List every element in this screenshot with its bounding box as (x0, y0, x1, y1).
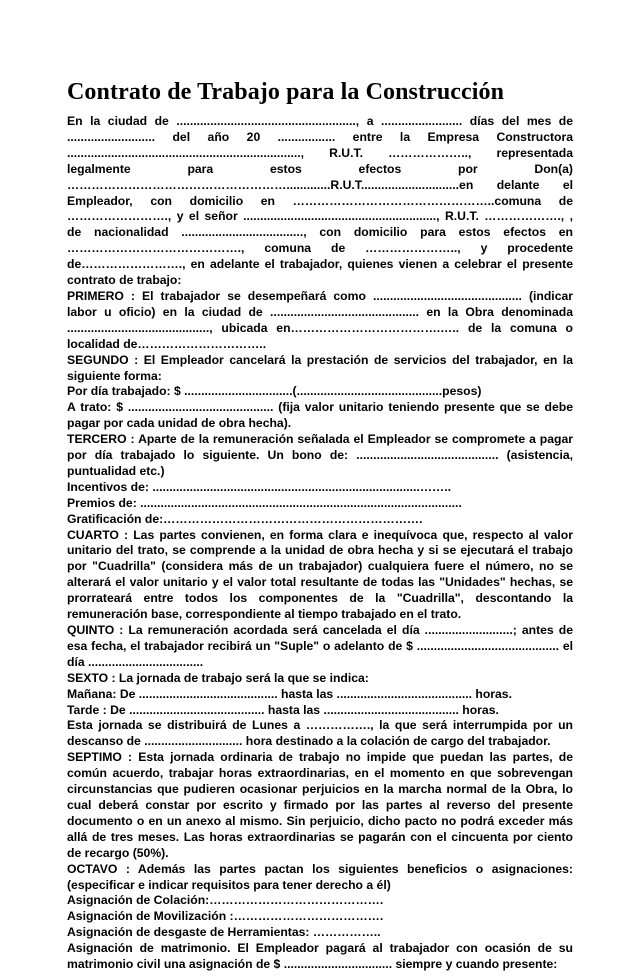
intro-paragraph: En la ciudad de ....................................................., a ........................ días del mes de .......................... del año 20 ................. entre la Empresa Constructora ....................................................................., R.U.T. ……………….., representada legalmente para estos efectos por Don(a) ……………………………………………….............R.U.T.............................en delante el Empleador, con domicilio en …………………………………………..comuna de ……………………., y el señor ........................................................., R.U.T. ………………., , de nacionalidad ...................................., con domicilio para estos efectos en ……………………………………., comuna de ………………….., y procedente de……………………., en adelante el trabajador, quienes vienen a celebrar el presente contrato de trabajo: (67, 114, 573, 288)
prizes-line: Premios de: ............................................................................................... (67, 495, 462, 510)
document-page (67, 78, 573, 973)
clause-quinto: QUINTO : La remuneración acordada será cancelada el día ..........................; antes de esa fecha, el trabajador recibirá un "Suple" o adelanto de $ .......................................... el día .................................. (67, 623, 573, 669)
clause-sexto: SEXTO : La jornada de trabajo será la que se indica: (67, 670, 369, 685)
clause-cuarto: CUARTO : Las partes convienen, en forma clara e inequívoca que, respecto al valor unitario del trato, se comprende a la unidad de obra hecha y si se ejecutará el trabajo por "Cuadrilla" (considera más de un trabajador) cualquiera fuere el número, no se alterará el valor unitario y el valor total resultante de todas las "Unidades" hechas, se prorrateará entre todos los componentes de la "Cuadrilla", descontando la remuneración base, correspondiente al tiempo trabajado en el trato. (67, 527, 573, 622)
morning-hours-line: Mañana: De ......................................... hasta las ........................................ horas. (67, 686, 512, 701)
clause-septimo: SEPTIMO : Esta jornada ordinaria de trabajo no impide que puedan las partes, de común acuerdo, trabajar horas extraordinarias, en el momento en que sobrevengan circunstancias que pudieren ocasionar perjuicios en la marcha normal de la Obra, lo cual deberá constar por escrito y firmado por las partes al reverso del presente documento o en un anexo al mismo. Sin perjuicio, dicho pacto no podrá exceder más allá de tres meses. Las horas extraordinarias se pagarán con el cincuenta por ciento de recargo (50%). (67, 750, 573, 860)
clause-octavo: OCTAVO : Además las partes pactan los siguientes beneficios o asignaciones: (especificar e indicar requisitos para tener derecho a él) (67, 861, 573, 892)
workweek-paragraph: Esta jornada se distribuirá de Lunes a ……………., la que será interrumpida por un descanso de ............................. hora destinado a la colación de cargo del trabajador. (67, 718, 573, 749)
clause-segundo: SEGUNDO : El Empleador cancelará la prestación de servicios del trabajador, en la siguiente forma: (67, 352, 573, 383)
tool-wear-allowance-line: Asignación de desgaste de Herramientas: …………….. (67, 925, 381, 940)
document-title: Contrato de Trabajo para la Construcción (67, 79, 505, 105)
transport-allowance-line: Asignación de Movilización :………………………………. (67, 909, 384, 924)
pay-per-task-line: A trato: $ ........................................... (fija valor unitario teniendo presente que se debe pagar por cada unidad de obra hecha). (67, 400, 573, 431)
incentives-line: Incentivos de: ...............................................................................…….. (67, 479, 451, 494)
meal-allowance-line: Asignación de Colación:……………………………………. (67, 893, 384, 908)
document-body (67, 114, 573, 973)
gratification-line: Gratificación de:………………………………………………………. (67, 511, 423, 526)
clause-primero: PRIMERO : El trabajador se desempeñará como ............................................ (indicar labor u oficio) en la ciudad de ............................................ en la Obra denominada .........................................., ubicada en……………………………….….. de la comuna o localidad de………………………….. (67, 288, 573, 351)
marriage-allowance-paragraph: Asignación de matrimonio. El Empleador pagará al trabajador con ocasión de su matrimonio civil una asignación de $ ................................ siempre y cuando presente: (67, 941, 573, 972)
pay-per-day-line: Por día trabajado: $ ................................(...........................................pesos) (67, 384, 482, 399)
clause-tercero: TERCERO : Aparte de la remuneración señalada el Empleador se compromete a pagar por día trabajado lo siguiente. Un bono de: .......................................... (asistencia, puntualidad etc.) (67, 432, 573, 478)
afternoon-hours-line: Tarde : De ........................................ hasta las ........................................ horas. (67, 702, 499, 717)
